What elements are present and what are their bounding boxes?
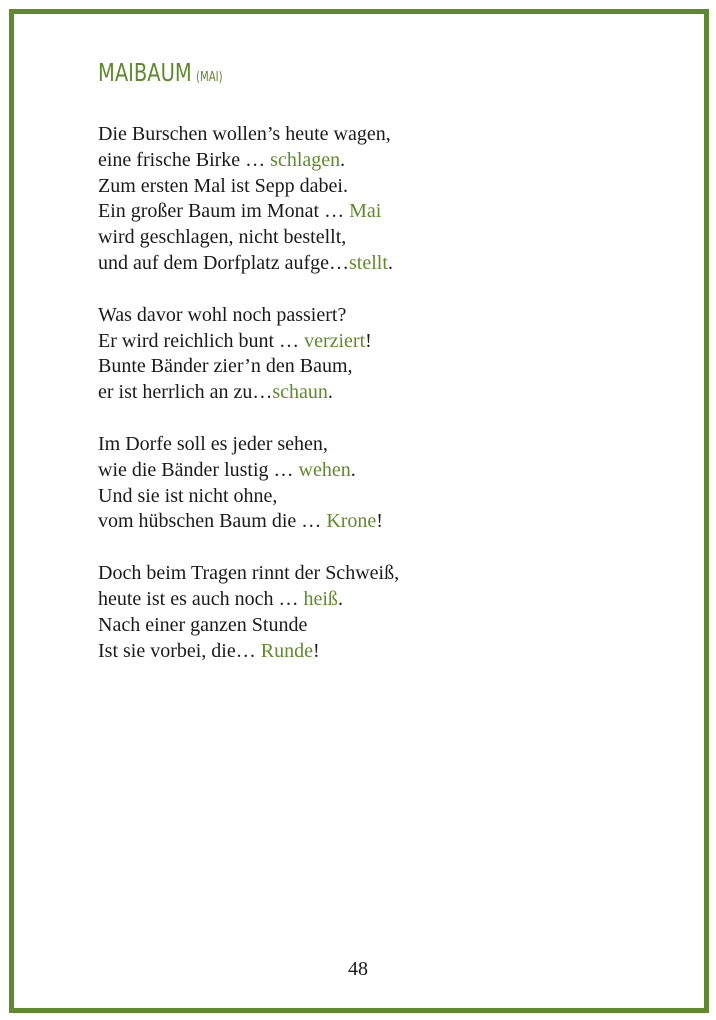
stanza: [98, 432, 658, 535]
rhyme-word: schlagen: [270, 148, 341, 171]
poem-line: Im Dorfe soll es jeder sehen,: [98, 432, 328, 455]
rhyme-word: wehen: [298, 458, 351, 481]
page-number: 48: [348, 958, 368, 980]
poem-line: er ist herrlich an zu…schaun.: [98, 381, 333, 404]
stanza: [98, 561, 658, 664]
rhyme-word: Runde: [260, 639, 313, 662]
stanza: [98, 122, 658, 277]
poem-line: Er wird reichlich bunt … verziert!: [98, 329, 372, 352]
rhyme-word: verziert: [304, 329, 366, 352]
poem-line: Bunte Bänder zier’n den Baum,: [98, 355, 353, 378]
poem-title-main: MAIBAUM: [98, 58, 192, 87]
poem-title-sub: (MAI): [196, 70, 223, 85]
poem-line: Zum ersten Mal ist Sepp dabei.: [98, 174, 348, 197]
poem-line: eine frische Birke … schlagen.: [98, 148, 346, 171]
rhyme-word: stellt: [349, 251, 388, 274]
poem-line: Und sie ist nicht ohne,: [98, 484, 278, 507]
poem-line: Doch beim Tragen rinnt der Schweiß,: [98, 562, 400, 585]
poem-line: wird geschlagen, nicht bestellt,: [98, 226, 347, 249]
rhyme-word: Mai: [349, 200, 382, 223]
poem-title: [98, 58, 658, 98]
poem-line: Nach einer ganzen Stunde: [98, 613, 308, 636]
rhyme-word: Krone: [326, 510, 377, 533]
poem-line: vom hübschen Baum die … Krone!: [98, 510, 383, 533]
poem-line: Was davor wohl noch passiert?: [98, 303, 347, 326]
rhyme-word: heiß: [303, 587, 338, 610]
poem-line: Die Burschen wollen’s heute wagen,: [98, 123, 391, 145]
poem-line: und auf dem Dorfplatz aufge…stellt.: [98, 251, 393, 274]
poem-line: Ein großer Baum im Monat … Mai: [98, 200, 382, 223]
poem-content: [98, 58, 658, 690]
stanza: [98, 303, 658, 406]
rhyme-word: schaun: [272, 381, 328, 404]
poem-body: [98, 122, 658, 664]
poem-line: Ist sie vorbei, die… Runde!: [98, 639, 320, 662]
poem-line: heute ist es auch noch … heiß.: [98, 587, 343, 610]
poem-line: wie die Bänder lustig … wehen.: [98, 458, 356, 481]
